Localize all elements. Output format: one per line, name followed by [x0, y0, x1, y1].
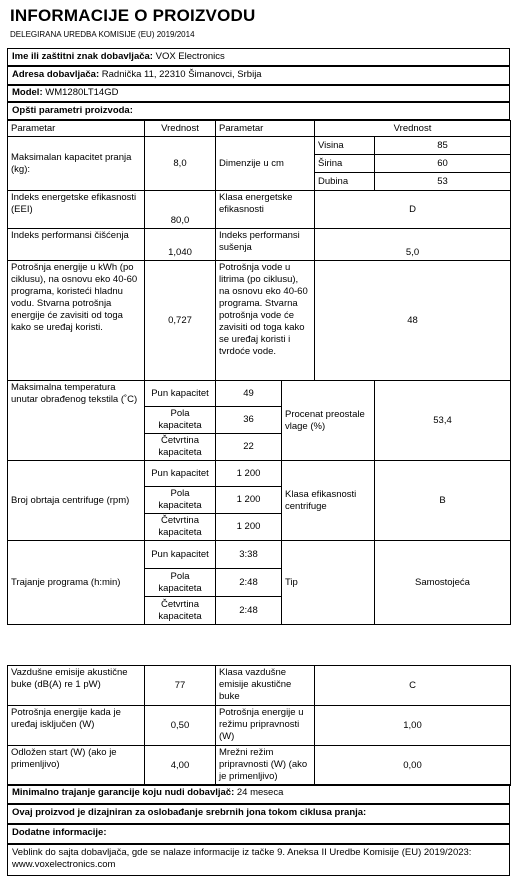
drying-index-value: 5,0	[315, 229, 511, 261]
width-value: 60	[375, 155, 511, 173]
depth-label: Dubina	[315, 173, 375, 191]
spin-class-value: B	[375, 461, 511, 541]
weblink-text: Veblink do sajta dobavljača, gde se nalaze informacije iz tačke 9. Aneksa II Uredbe Komisije (EU) 2019/2023:	[12, 847, 472, 858]
temp-full-label: Pun kapacitet	[145, 381, 216, 407]
temperature-label: Maksimalna temperatura unutar obrađenog tekstila (˚C)	[8, 381, 145, 461]
noise-class-label: Klasa vazdušne emisije akustične buke	[216, 666, 315, 706]
temp-quarter-value: 22	[216, 434, 282, 461]
spin-half-label: Pola kapaciteta	[145, 487, 216, 514]
general-section-label: Opšti parametri proizvoda:	[12, 105, 133, 116]
depth-value: 53	[375, 173, 511, 191]
model-row	[7, 84, 510, 102]
general-section-row	[7, 102, 510, 120]
network-standby-value: 0,00	[315, 746, 511, 786]
moisture-label: Procenat preostale vlage (%)	[282, 381, 375, 461]
model-label: Model:	[12, 87, 43, 98]
duration-quarter-label: Četvrtina kapaciteta	[145, 597, 216, 625]
network-standby-label: Mrežni režim pripravnosti (W) (ako je primenljivo)	[216, 746, 315, 786]
spin-full-label: Pun kapacitet	[145, 461, 216, 487]
moisture-value: 53,4	[375, 381, 511, 461]
noise-value: 77	[145, 666, 216, 706]
page-title: INFORMACIJE O PROIZVODU	[10, 6, 256, 25]
additional-info-label: Dodatne informacije:	[12, 827, 107, 838]
drying-index-label: Indeks performansi sušenja	[216, 229, 315, 261]
noise-label: Vazdušne emisije akustične buke (dB(A) re 1 pW)	[8, 666, 145, 706]
standby-value: 1,00	[315, 706, 511, 746]
silver-ions-label: Ovaj proizvod je dizajniran za oslobađanje srebrnih jona tokom ciklusa pranja:	[12, 807, 367, 818]
supplier-address-label: Adresa dobavljača:	[12, 69, 100, 80]
type-label: Tip	[282, 541, 375, 625]
spin-class-label: Klasa efikasnosti centrifuge	[282, 461, 375, 541]
energy-class-value: D	[315, 191, 511, 229]
supplier-url-link[interactable]: www.voxelectronics.com	[12, 859, 116, 870]
warranty-label: Minimalno trajanje garancije koju nudi dobavljač:	[12, 787, 235, 798]
temp-half-label: Pola kapaciteta	[145, 407, 216, 434]
duration-half-label: Pola kapaciteta	[145, 569, 216, 597]
energy-consumption-value: 0,727	[145, 261, 216, 381]
eei-label: Indeks energetske efikasnosti (EEI)	[8, 191, 145, 229]
eei-value: 80,0	[145, 191, 216, 229]
supplier-name-value: VOX Electronics	[155, 51, 225, 62]
off-mode-label: Potrošnja energije kada je uređaj isključen (W)	[8, 706, 145, 746]
delay-start-value: 4,00	[145, 746, 216, 786]
warranty-row	[7, 784, 510, 804]
water-consumption-value: 48	[315, 261, 511, 381]
warranty-value: 24 meseca	[236, 787, 284, 798]
header-value-2: Vrednost	[315, 121, 511, 137]
duration-full-label: Pun kapacitet	[145, 541, 216, 569]
capacity-label: Maksimalan kapacitet pranja (kg):	[8, 137, 145, 191]
cleaning-index-value: 1,040	[145, 229, 216, 261]
noise-class-value: C	[315, 666, 511, 706]
temp-quarter-label: Četvrtina kapaciteta	[145, 434, 216, 461]
supplier-name-label: Ime ili zaštitni znak dobavljača:	[12, 51, 153, 62]
off-mode-value: 0,50	[145, 706, 216, 746]
model-value: WM1280LT14GD	[45, 87, 119, 98]
supplier-address-row	[7, 66, 510, 86]
weblink-row	[7, 844, 510, 876]
temp-half-value: 36	[216, 407, 282, 434]
spin-full-value: 1 200	[216, 461, 282, 487]
regulation-subtitle: DELEGIRANA UREDBA KOMISIJE (EU) 2019/2014	[10, 30, 195, 39]
supplier-name-row	[7, 48, 510, 66]
spin-speed-label: Broj obrtaja centrifuge (rpm)	[8, 461, 145, 541]
header-parameter-2: Parametar	[216, 121, 315, 137]
height-label: Visina	[315, 137, 375, 155]
header-value: Vrednost	[145, 121, 216, 137]
type-value: Samostojeća	[375, 541, 511, 625]
capacity-value: 8,0	[145, 137, 216, 191]
secondary-parameters-table	[7, 665, 511, 786]
height-value: 85	[375, 137, 511, 155]
spin-half-value: 1 200	[216, 487, 282, 514]
temp-full-value: 49	[216, 381, 282, 407]
spin-quarter-label: Četvrtina kapaciteta	[145, 514, 216, 541]
duration-label: Trajanje programa (h:min)	[8, 541, 145, 625]
duration-quarter-value: 2:48	[216, 597, 282, 625]
water-consumption-label: Potrošnja vode u litrima (po ciklusu), na osnovu eko 40-60 programa. Stvarna potrošnja vode će zavisiti od toga kako se uređaj koristi i tvrdoće vode.	[216, 261, 315, 381]
dimensions-label: Dimenzije u cm	[216, 137, 315, 191]
supplier-address-value: Radnička 11, 22310 Šimanovci, Srbija	[101, 69, 262, 80]
duration-half-value: 2:48	[216, 569, 282, 597]
duration-full-value: 3:38	[216, 541, 282, 569]
energy-class-label: Klasa energetske efikasnosti	[216, 191, 315, 229]
header-parameter: Parametar	[8, 121, 145, 137]
standby-label: Potrošnja energije u režimu pripravnosti (W)	[216, 706, 315, 746]
energy-consumption-label: Potrošnja energije u kWh (po ciklusu), na osnovu eko 40-60 programa, koristeći hladnu vodu. Stvarna potrošnja energije će zavisiti od toga kako se uređaj koristi.	[8, 261, 145, 381]
additional-info-row	[7, 824, 510, 844]
width-label: Širina	[315, 155, 375, 173]
delay-start-label: Odložen start (W) (ako je primenljivo)	[8, 746, 145, 786]
spin-quarter-value: 1 200	[216, 514, 282, 541]
silver-ions-row	[7, 804, 510, 824]
general-parameters-table	[7, 120, 511, 625]
cleaning-index-label: Indeks performansi čišćenja	[8, 229, 145, 261]
